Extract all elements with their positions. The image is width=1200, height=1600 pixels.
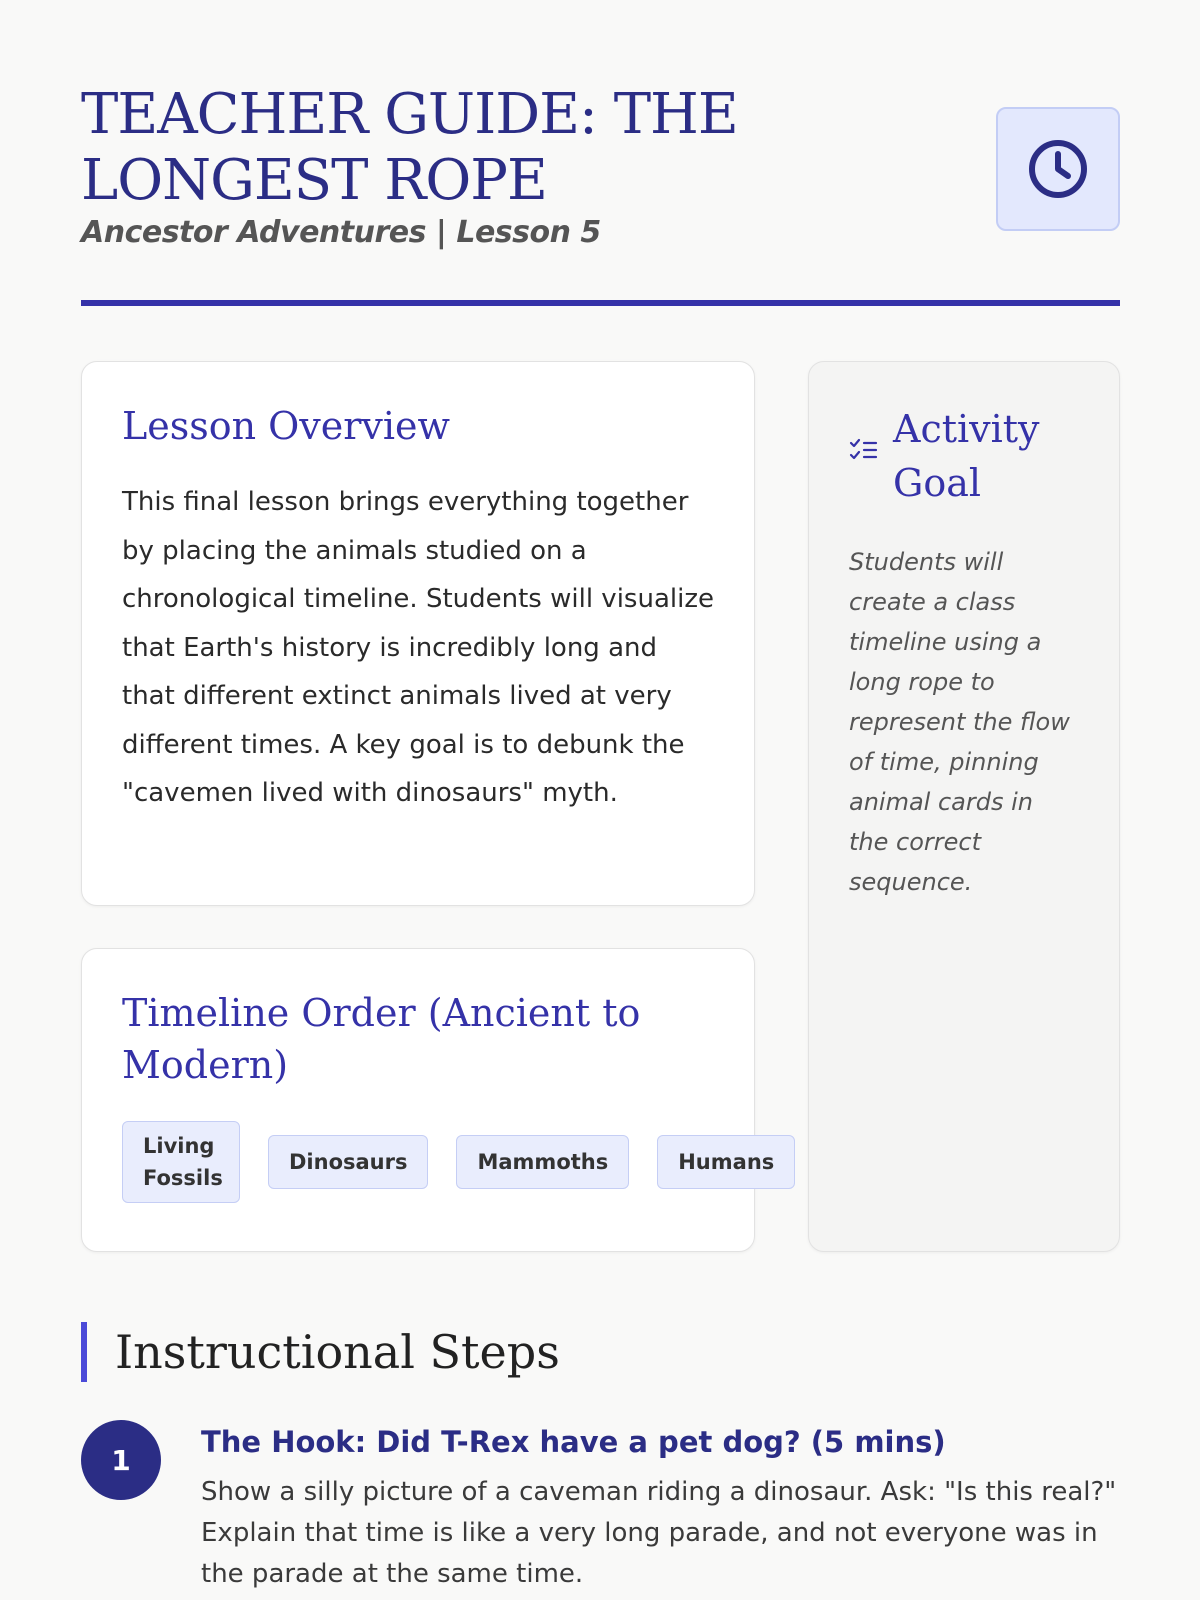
timeline-chip: Humans: [657, 1135, 795, 1189]
timeline-order-heading: Timeline Order (Ancient to Modern): [122, 991, 641, 1087]
timeline-chip: Mammoths: [456, 1135, 629, 1189]
clock-icon-badge: [996, 107, 1120, 231]
page-subtitle: Ancestor Adventures | Lesson 5: [81, 215, 601, 250]
lesson-overview-card: [81, 361, 755, 906]
clock-icon: [1027, 138, 1089, 200]
header-divider: [81, 300, 1120, 306]
lesson-overview-text: This final lesson brings everything together by placing the animals studied on a chronological timeline. Students will visualize that Earth's history is incredibly long and that different extinct animals lived at very different times. A key goal is to debunk the "cavemen lived with dinosaurs" myth.: [122, 487, 714, 808]
timeline-chips[interactable]: [122, 1117, 775, 1207]
checklist-icon: [849, 438, 879, 464]
activity-goal-card: [808, 361, 1120, 1252]
step-title: The Hook: Did T-Rex have a pet dog? (5 mins): [201, 1425, 946, 1459]
page-title: TEACHER GUIDE: THE LONGEST ROPE: [81, 82, 738, 213]
activity-goal-header: [849, 402, 1079, 510]
timeline-chip: Dinosaurs: [268, 1135, 428, 1189]
page-header: [81, 0, 1120, 306]
instructional-steps-heading: Instructional Steps: [81, 1322, 560, 1382]
step-number-badge: 1: [81, 1420, 161, 1500]
timeline-chip: Living Fossils: [122, 1121, 240, 1203]
step-description: Show a silly picture of a caveman riding a dinosaur. Ask: "Is this real?" Explain that time is like a very long parade, and not everyone was in the parade at the same time.: [201, 1477, 1117, 1589]
lesson-overview-heading: Lesson Overview: [122, 404, 451, 448]
activity-goal-heading: Activity Goal: [893, 407, 1040, 505]
activity-goal-text: Students will create a class timeline using a long rope to represent the flow of time, pinning animal cards in the correct sequence.: [849, 548, 1070, 896]
timeline-order-card: [81, 948, 775, 1252]
teacher-guide-page: [81, 0, 1120, 1589]
